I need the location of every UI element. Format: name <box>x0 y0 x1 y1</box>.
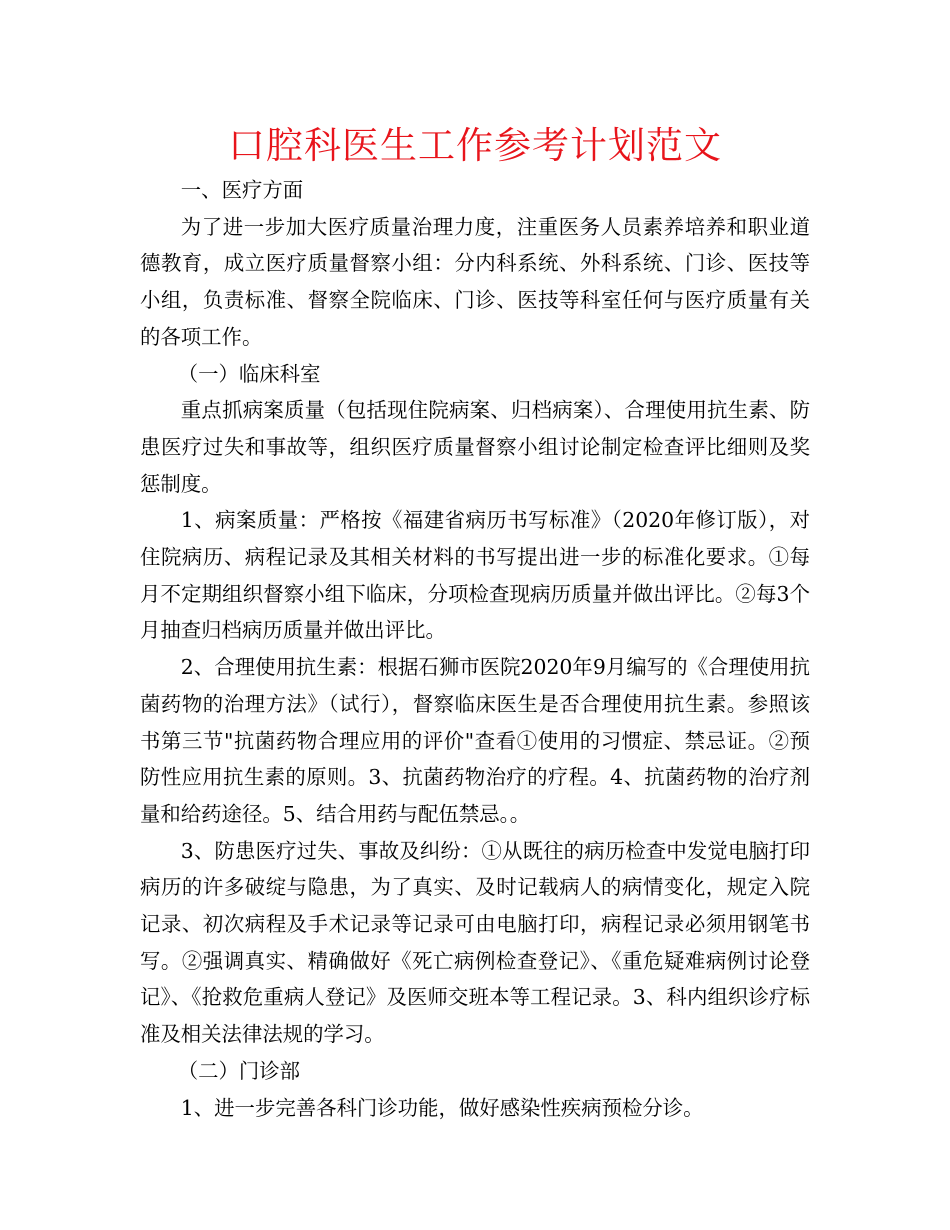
document-page <box>140 120 810 1126</box>
subsection-heading-outpatient: （二）门诊部 <box>177 1058 301 1083</box>
paragraph-error-prevention: 3、防患医疗过失、事故及纠纷：①从既往的病历检查中发觉电脑打印病历的许多破绽与隐患，为了真实、及时记载病人的病情变化，规定入院记录、初次病程及手术记录等记录可由电脑打印，病程记录必须用钢笔书写。②强调真实、精确做好《死亡病例检查登记》、《重危疑难病例讨论登记》、《抢救危重病人登记》及医师交班本等工程记录。3、科内组织诊疗标准及相关法律法规的学习。 <box>140 838 810 1047</box>
paragraph-intro: 为了进一步加大医疗质量治理力度，注重医务人员素养培养和职业道德教育，成立医疗质量督察小组：分内科系统、外科系统、门诊、医技等小组，负责标准、督察全院临床、门诊、医技等科室任何与医疗质量有关的各项工作。 <box>140 214 810 349</box>
paragraph-case-quality: 1、病案质量：严格按《福建省病历书写标准》（2020年修订版），对住院病历、病程记录及其相关材料的书写提出进一步的标准化要求。①每月不定期组织督察小组下临床，分项检查现病历质量并做出评比。②每3个月抽查归档病历质量并做出评比。 <box>140 508 810 643</box>
document-title: 口腔科医生工作参考计划范文 <box>228 124 722 167</box>
paragraph-clinical-focus: 重点抓病案质量（包括现住院病案、归档病案）、合理使用抗生素、防患医疗过失和事故等，组织医疗质量督察小组讨论制定检查评比细则及奖惩制度。 <box>140 398 810 496</box>
section-heading-medical: 一、医疗方面 <box>180 178 304 202</box>
subsection-heading-clinical: （一）临床科室 <box>177 361 321 386</box>
paragraph-antibiotics: 2、合理使用抗生素：根据石狮市医院2020年9月编写的《合理使用抗菌药物的治理方法》（试行），督察临床医生是否合理使用抗生素。参照该书第三节"抗菌药物合理应用的评价"查看①使用的习惯症、禁忌证。②预防性应用抗生素的原则。3、抗菌药物治疗的疗程。4、抗菌药物的治疗剂量和给药途径。5、结合用药与配伍禁忌。。 <box>140 655 810 826</box>
paragraph-outpatient: 1、进一步完善各科门诊功能，做好感染性疾病预检分诊。 <box>180 1095 704 1120</box>
